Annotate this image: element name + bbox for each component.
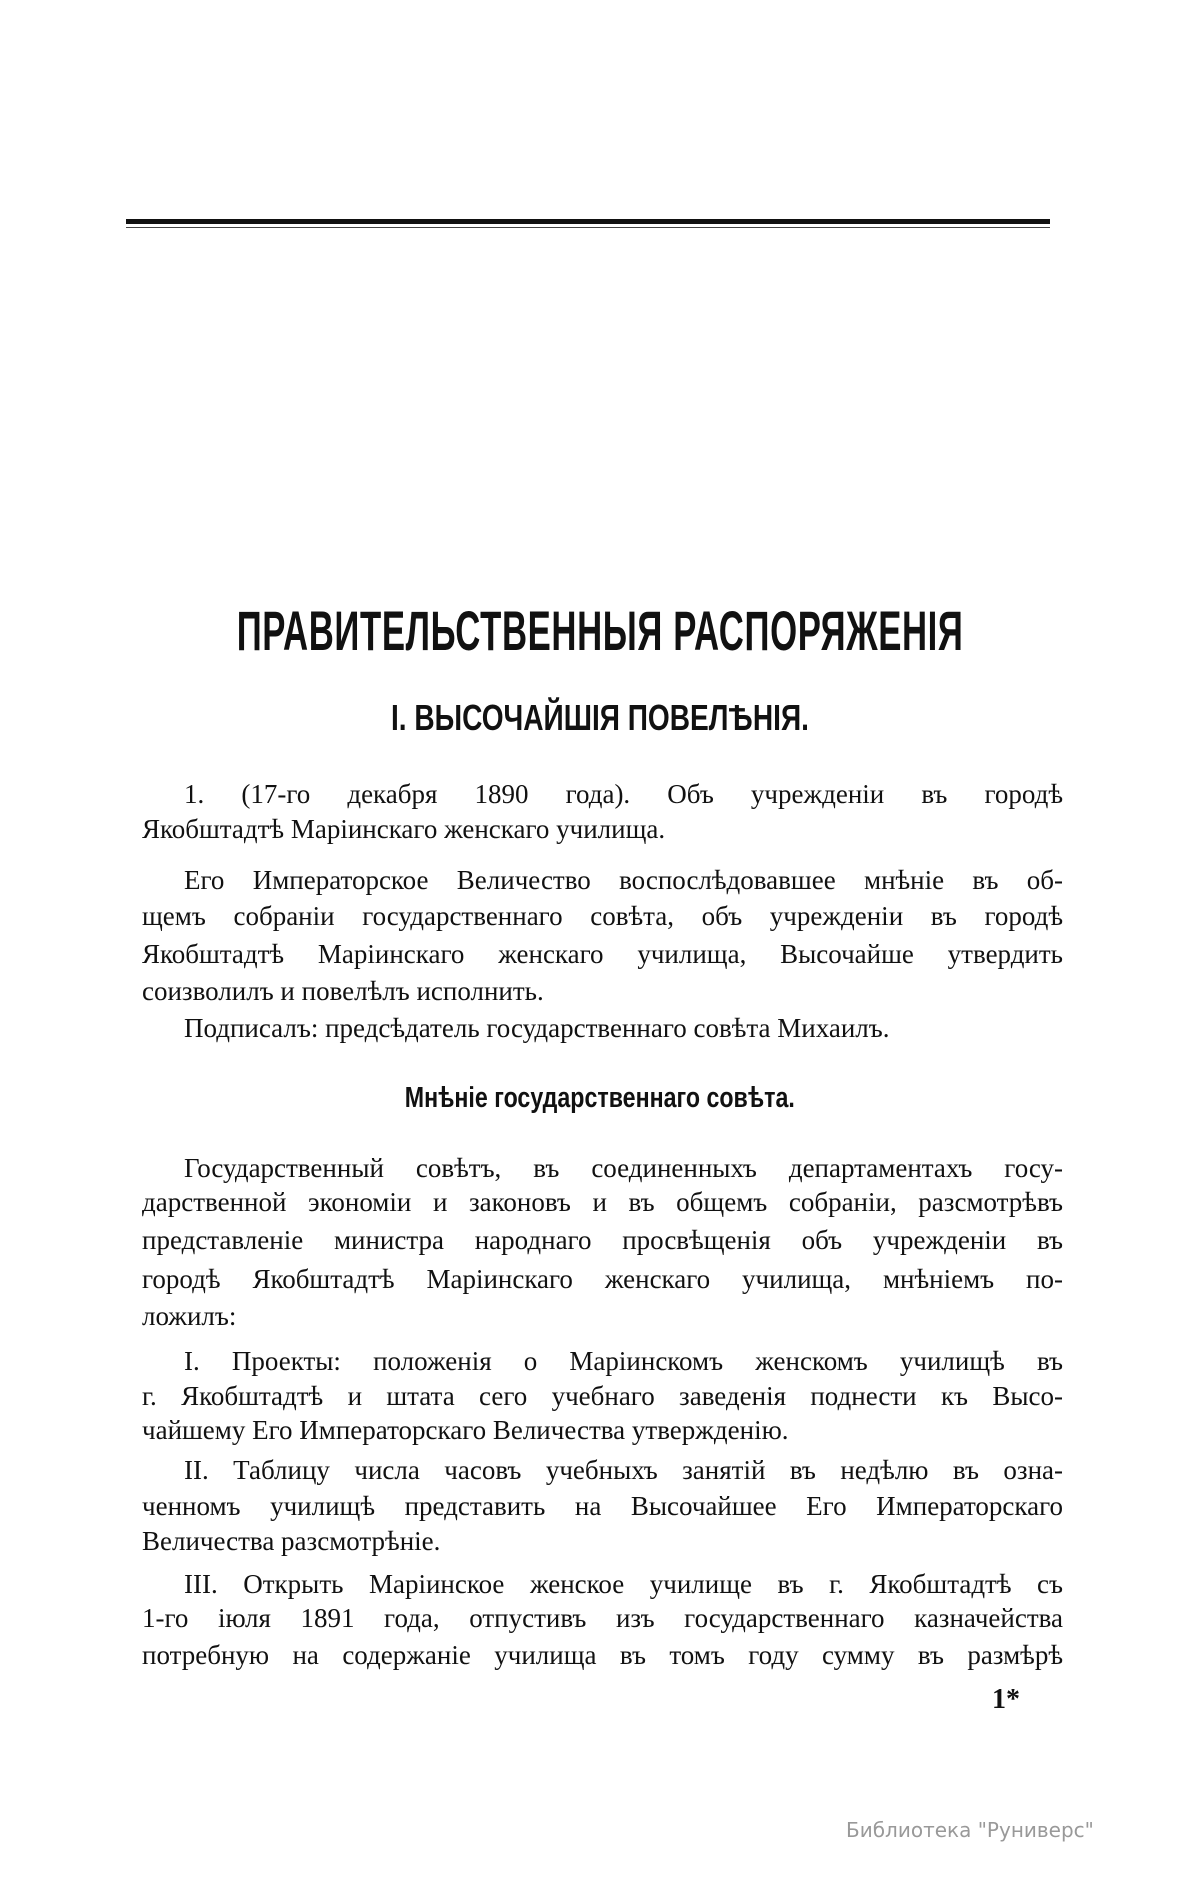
page-number: 1*: [992, 1684, 1020, 1715]
text-line: ченномъ училищѣ представить на Высочайшее Его Императорскаго: [142, 1491, 1063, 1521]
text-line: Якобштадтѣ Маріинскаго женскаго училища.: [142, 814, 666, 844]
text-line: потребную на содержаніе училища въ томъ году сумму въ размѣрѣ: [142, 1640, 1063, 1670]
chapter-subtitle: [0, 697, 1200, 739]
section-heading: [0, 1082, 1200, 1115]
header-rule: [126, 219, 1050, 224]
signature-line: Подписалъ: предсѣдатель государственнаго совѣта Михаилъ.: [184, 1013, 890, 1043]
page-title: [0, 598, 1200, 664]
text-line: III. Открыть Маріинское женское училище въ г. Якобштадтѣ съ: [184, 1569, 1063, 1599]
text-line: г. Якобштадтѣ и штата сего учебнаго заведенія поднести къ Высо-: [142, 1381, 1063, 1411]
library-watermark: Библиотека "Руниверс": [846, 1818, 1094, 1842]
text-line: 1-го іюля 1891 года, отпустивъ изъ государственнаго казначейства: [142, 1603, 1063, 1633]
text-line: городѣ Якобштадтѣ Маріинскаго женскаго училища, мнѣніемъ по-: [142, 1264, 1063, 1294]
section-heading-text: Мнѣніе государственнаго совѣта.: [404, 1082, 796, 1114]
text-line: Якобштадтѣ Маріинскаго женскаго училища, Высочайше утвердить: [142, 939, 1063, 969]
text-line: II. Таблицу числа часовъ учебныхъ занятій въ недѣлю въ озна-: [184, 1455, 1063, 1485]
header-rule-thin: [126, 227, 1050, 228]
text-line: представленіе министра народнаго просвѣщенія объ учрежденіи въ: [142, 1225, 1063, 1255]
text-line: Государственный совѣтъ, въ соединенныхъ департаментахъ госу-: [184, 1153, 1063, 1183]
chapter-subtitle-text: I. ВЫСОЧАЙШІЯ ПОВЕЛѢНІЯ.: [390, 697, 809, 738]
text-line: щемъ собраніи государственнаго совѣта, объ учрежденіи въ городѣ: [142, 901, 1063, 931]
text-line: I. Проекты: положенія о Маріинскомъ женскомъ училищѣ въ: [184, 1346, 1063, 1376]
text-line: Его Императорское Величество воспослѣдовавшее мнѣніе въ об-: [184, 865, 1063, 895]
text-line: дарственной экономіи и законовъ и въ общемъ собраніи, разсмотрѣвъ: [142, 1187, 1063, 1217]
page-title-text: ПРАВИТЕЛЬСТВЕННЫЯ РАСПОРЯЖЕНІЯ: [236, 599, 964, 662]
text-line: Величества разсмотрѣніе.: [142, 1526, 441, 1556]
text-line: 1. (17-го декабря 1890 года). Объ учрежденіи въ городѣ: [184, 779, 1063, 809]
text-line: соизволилъ и повелѣлъ исполнить.: [142, 976, 544, 1006]
text-line: чайшему Его Императорскаго Величества утвержденію.: [142, 1415, 789, 1445]
text-line: ложилъ:: [142, 1301, 237, 1331]
